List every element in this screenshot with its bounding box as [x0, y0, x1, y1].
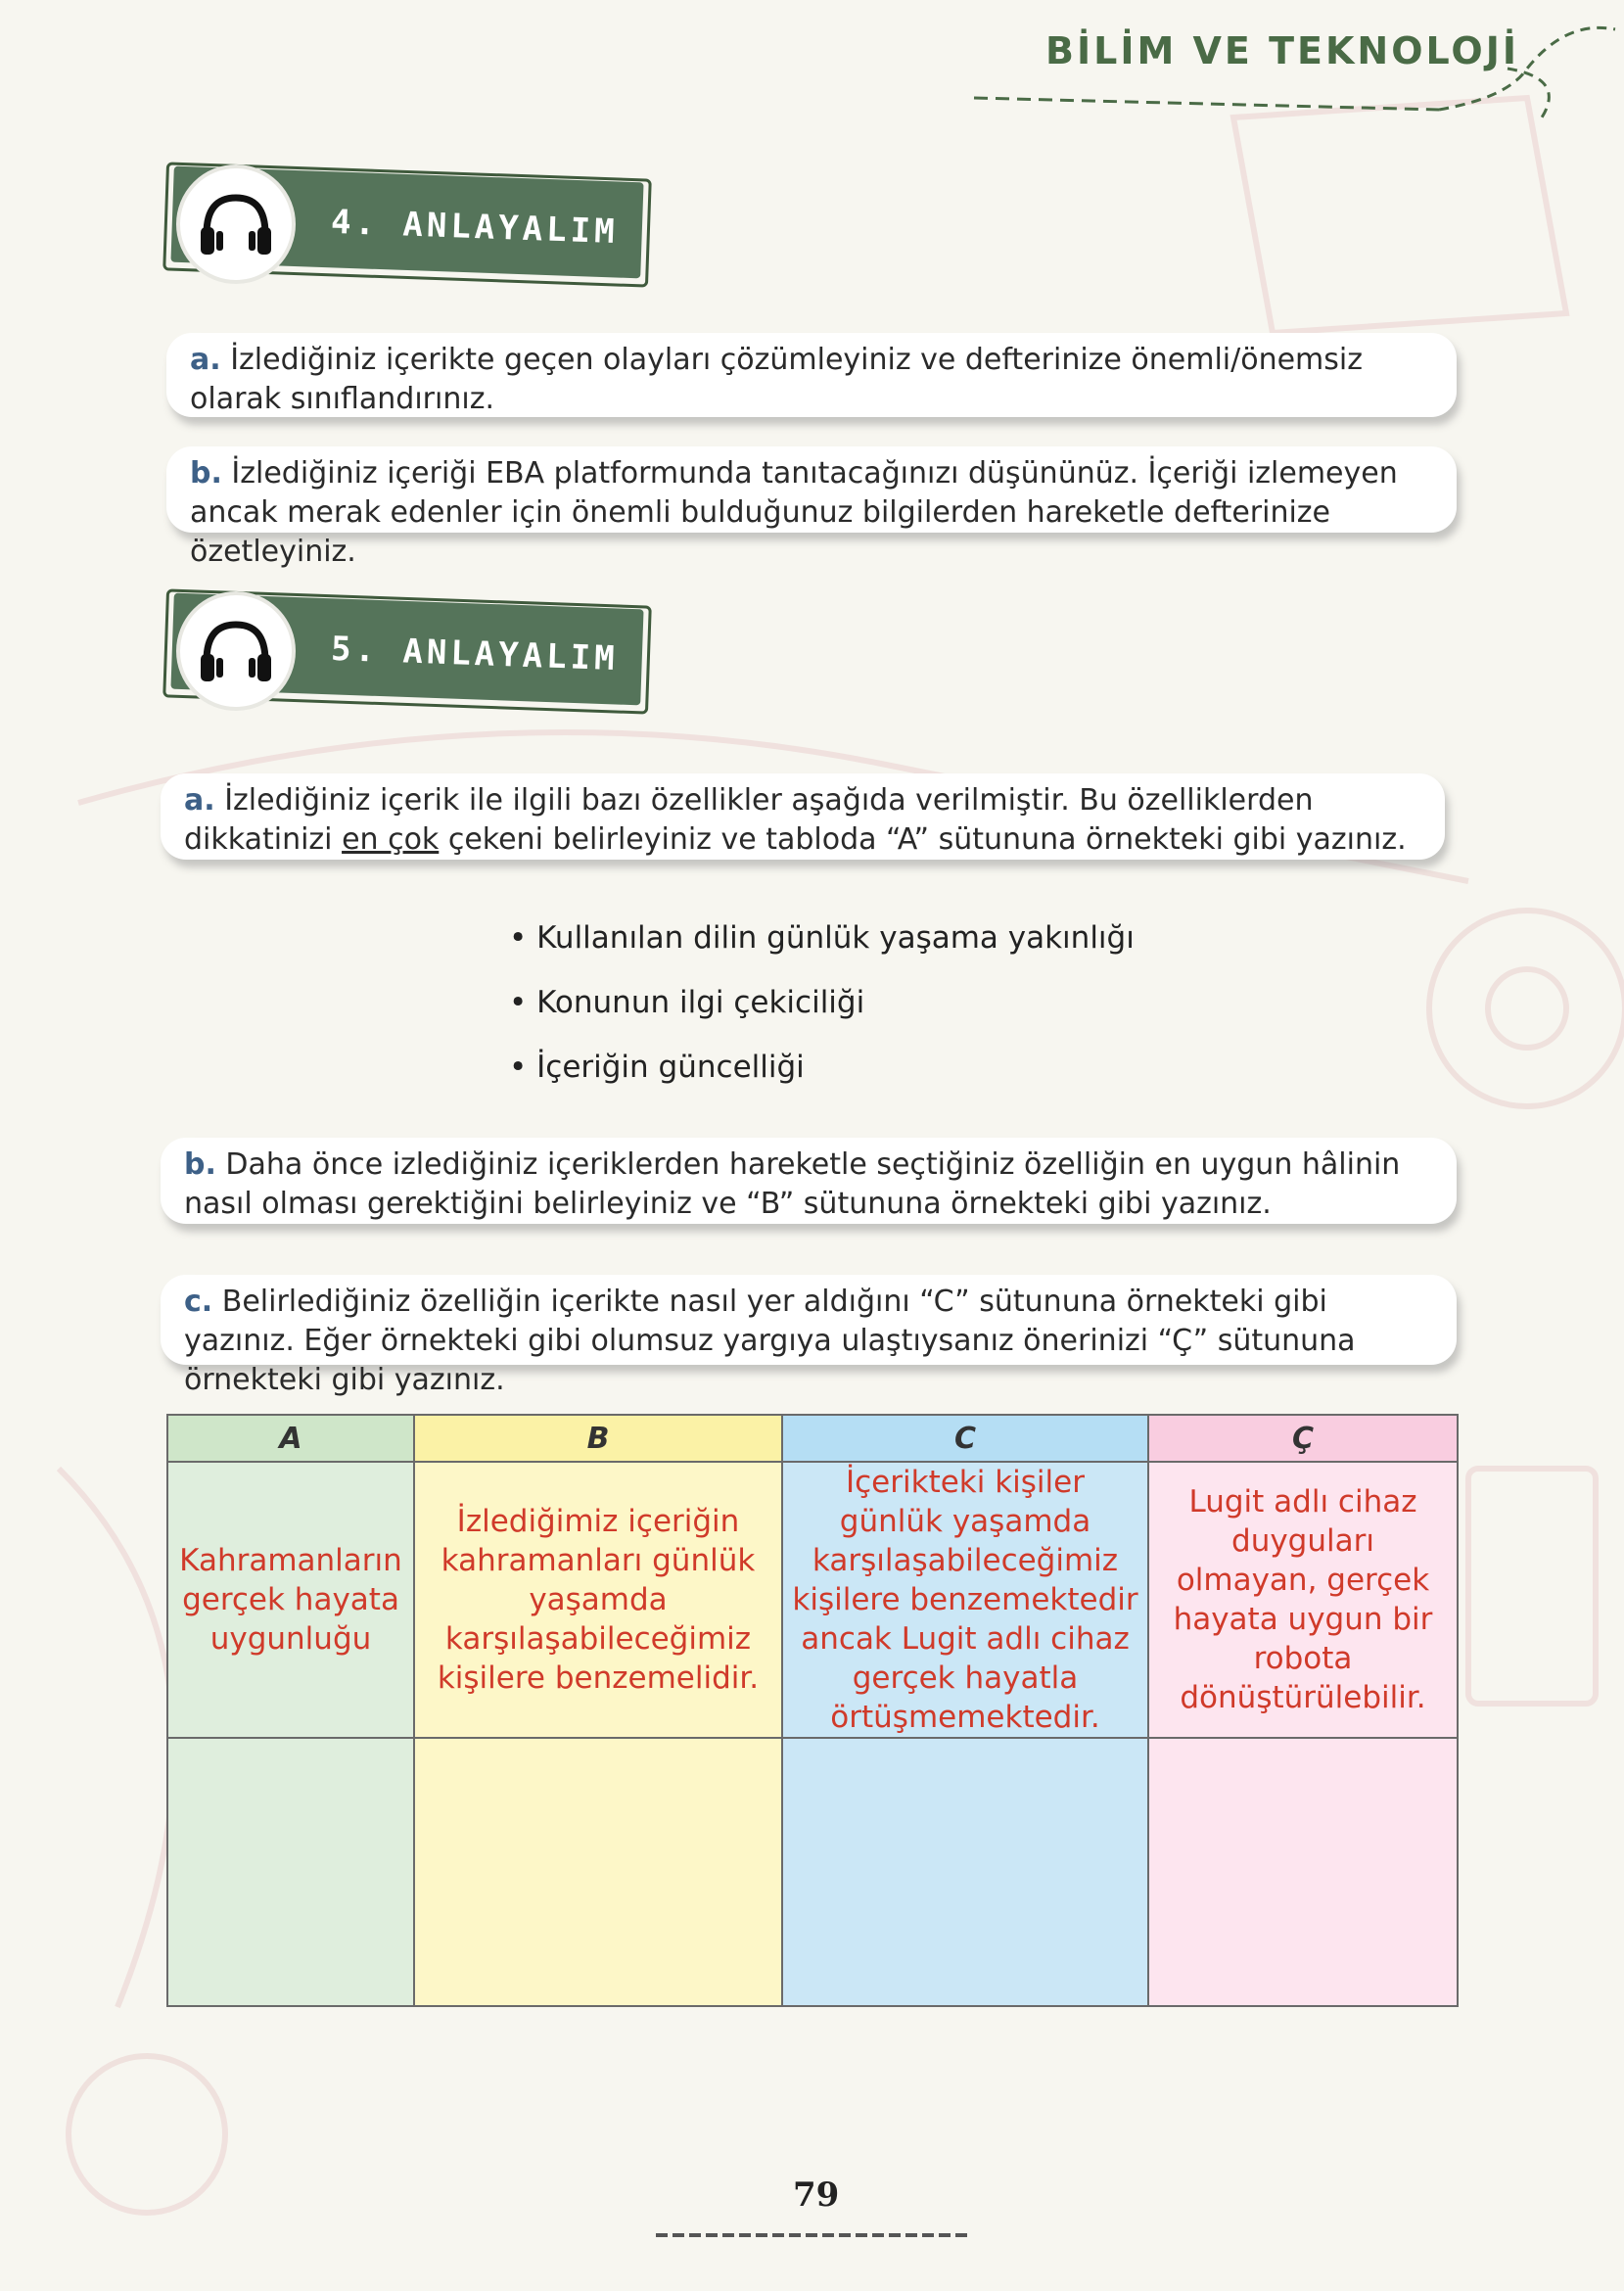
- question-5c: [161, 1275, 1457, 1397]
- section-5-title: 5. ANLAYALIM: [330, 629, 620, 679]
- page-number: 79: [793, 2175, 840, 2215]
- table-cell-empty[interactable]: [782, 1738, 1148, 2006]
- column-header-cc: Ç: [1148, 1415, 1458, 1462]
- column-header-a: A: [167, 1415, 414, 1462]
- table-header-row: [167, 1415, 1458, 1462]
- table-cell-empty[interactable]: [414, 1738, 782, 2006]
- headphones-icon: [176, 591, 296, 711]
- feature-list: [509, 906, 1135, 1099]
- list-item: • İçeriğin güncelliği: [509, 1035, 1135, 1099]
- header-dashed-line: [0, 0, 1624, 137]
- question-5b: [161, 1138, 1457, 1224]
- footer-dashed-line: [656, 2230, 969, 2240]
- table-cell: Lugit adlı cihaz duyguları olmayan, gerçek hayata uygun bir robota dönüştürülebilir.: [1148, 1462, 1458, 1738]
- column-header-b: B: [414, 1415, 782, 1462]
- section-4-banner: [164, 164, 654, 292]
- table-cell-empty[interactable]: [167, 1738, 414, 2006]
- table-cell-empty[interactable]: [1148, 1738, 1458, 2006]
- question-text: Daha önce izlediğiniz içeriklerden hareketle seçtiğiniz özelliğin en uygun hâlinin nasıl olması gerektiğini belirleyiniz ve “B” sütununa örnekteki gibi yazınız.: [184, 1147, 1401, 1221]
- table-row-example: [167, 1462, 1458, 1738]
- question-4a: [166, 333, 1457, 417]
- question-letter: b.: [190, 456, 222, 491]
- question-text: İzlediğiniz içerik ile ilgili bazı özellikler aşağıda verilmiştir. Bu özelliklerden dikkatinizi: [184, 783, 1314, 857]
- section-5-banner: [164, 591, 654, 719]
- question-text: Belirlediğiniz özelliğin içerikte nasıl yer aldığını “C” sütununa örnekteki gibi yazınız. Eğer örnekteki gibi olumsuz yargıya ulaştıysanız önerinizi “Ç” sütununa örnekteki gibi yazınız.: [184, 1285, 1356, 1397]
- answer-table: [166, 1414, 1459, 2007]
- question-letter: c.: [184, 1285, 213, 1319]
- question-letter: a.: [190, 343, 221, 377]
- question-text: İzlediğiniz içerikte geçen olayları çözümleyiniz ve defterinize önemli/önemsiz olarak sınıflandırınız.: [190, 343, 1363, 416]
- table-row-empty: [167, 1738, 1458, 2006]
- question-5a: [161, 773, 1445, 860]
- question-4b: [166, 446, 1457, 569]
- question-text: İzlediğiniz içeriği EBA platformunda tanıtacağınızı düşününüz. İçeriği izlemeyen ancak merak edenler için önemli bulduğunuz bilgilerden hareketle defterinize özetleyiniz.: [190, 456, 1398, 569]
- question-letter: a.: [184, 783, 215, 818]
- question-underlined-text: en çok: [342, 822, 440, 857]
- list-item: • Konunun ilgi çekiciliği: [509, 970, 1135, 1035]
- headphones-icon: [176, 164, 296, 284]
- table-cell: İçerikteki kişiler günlük yaşamda karşılaşabileceğimiz kişilere benzemektedir ancak Lugit adlı cihaz gerçek hayatla örtüşmemektedir.: [782, 1462, 1148, 1738]
- list-item: • Kullanılan dilin günlük yaşama yakınlığı: [509, 906, 1135, 970]
- table-cell: Kahramanların gerçek hayata uygunluğu: [167, 1462, 414, 1738]
- question-letter: b.: [184, 1147, 216, 1182]
- book-title: BİLİM VE TEKNOLOJİ: [1045, 29, 1519, 72]
- column-header-c: C: [782, 1415, 1148, 1462]
- section-4-title: 4. ANLAYALIM: [330, 202, 620, 253]
- table-cell: İzlediğimiz içeriğin kahramanları günlük yaşamda karşılaşabileceğimiz kişilere benzemelidir.: [414, 1462, 782, 1738]
- question-text: çekeni belirleyiniz ve tabloda “A” sütununa örnekteki gibi yazınız.: [447, 822, 1407, 857]
